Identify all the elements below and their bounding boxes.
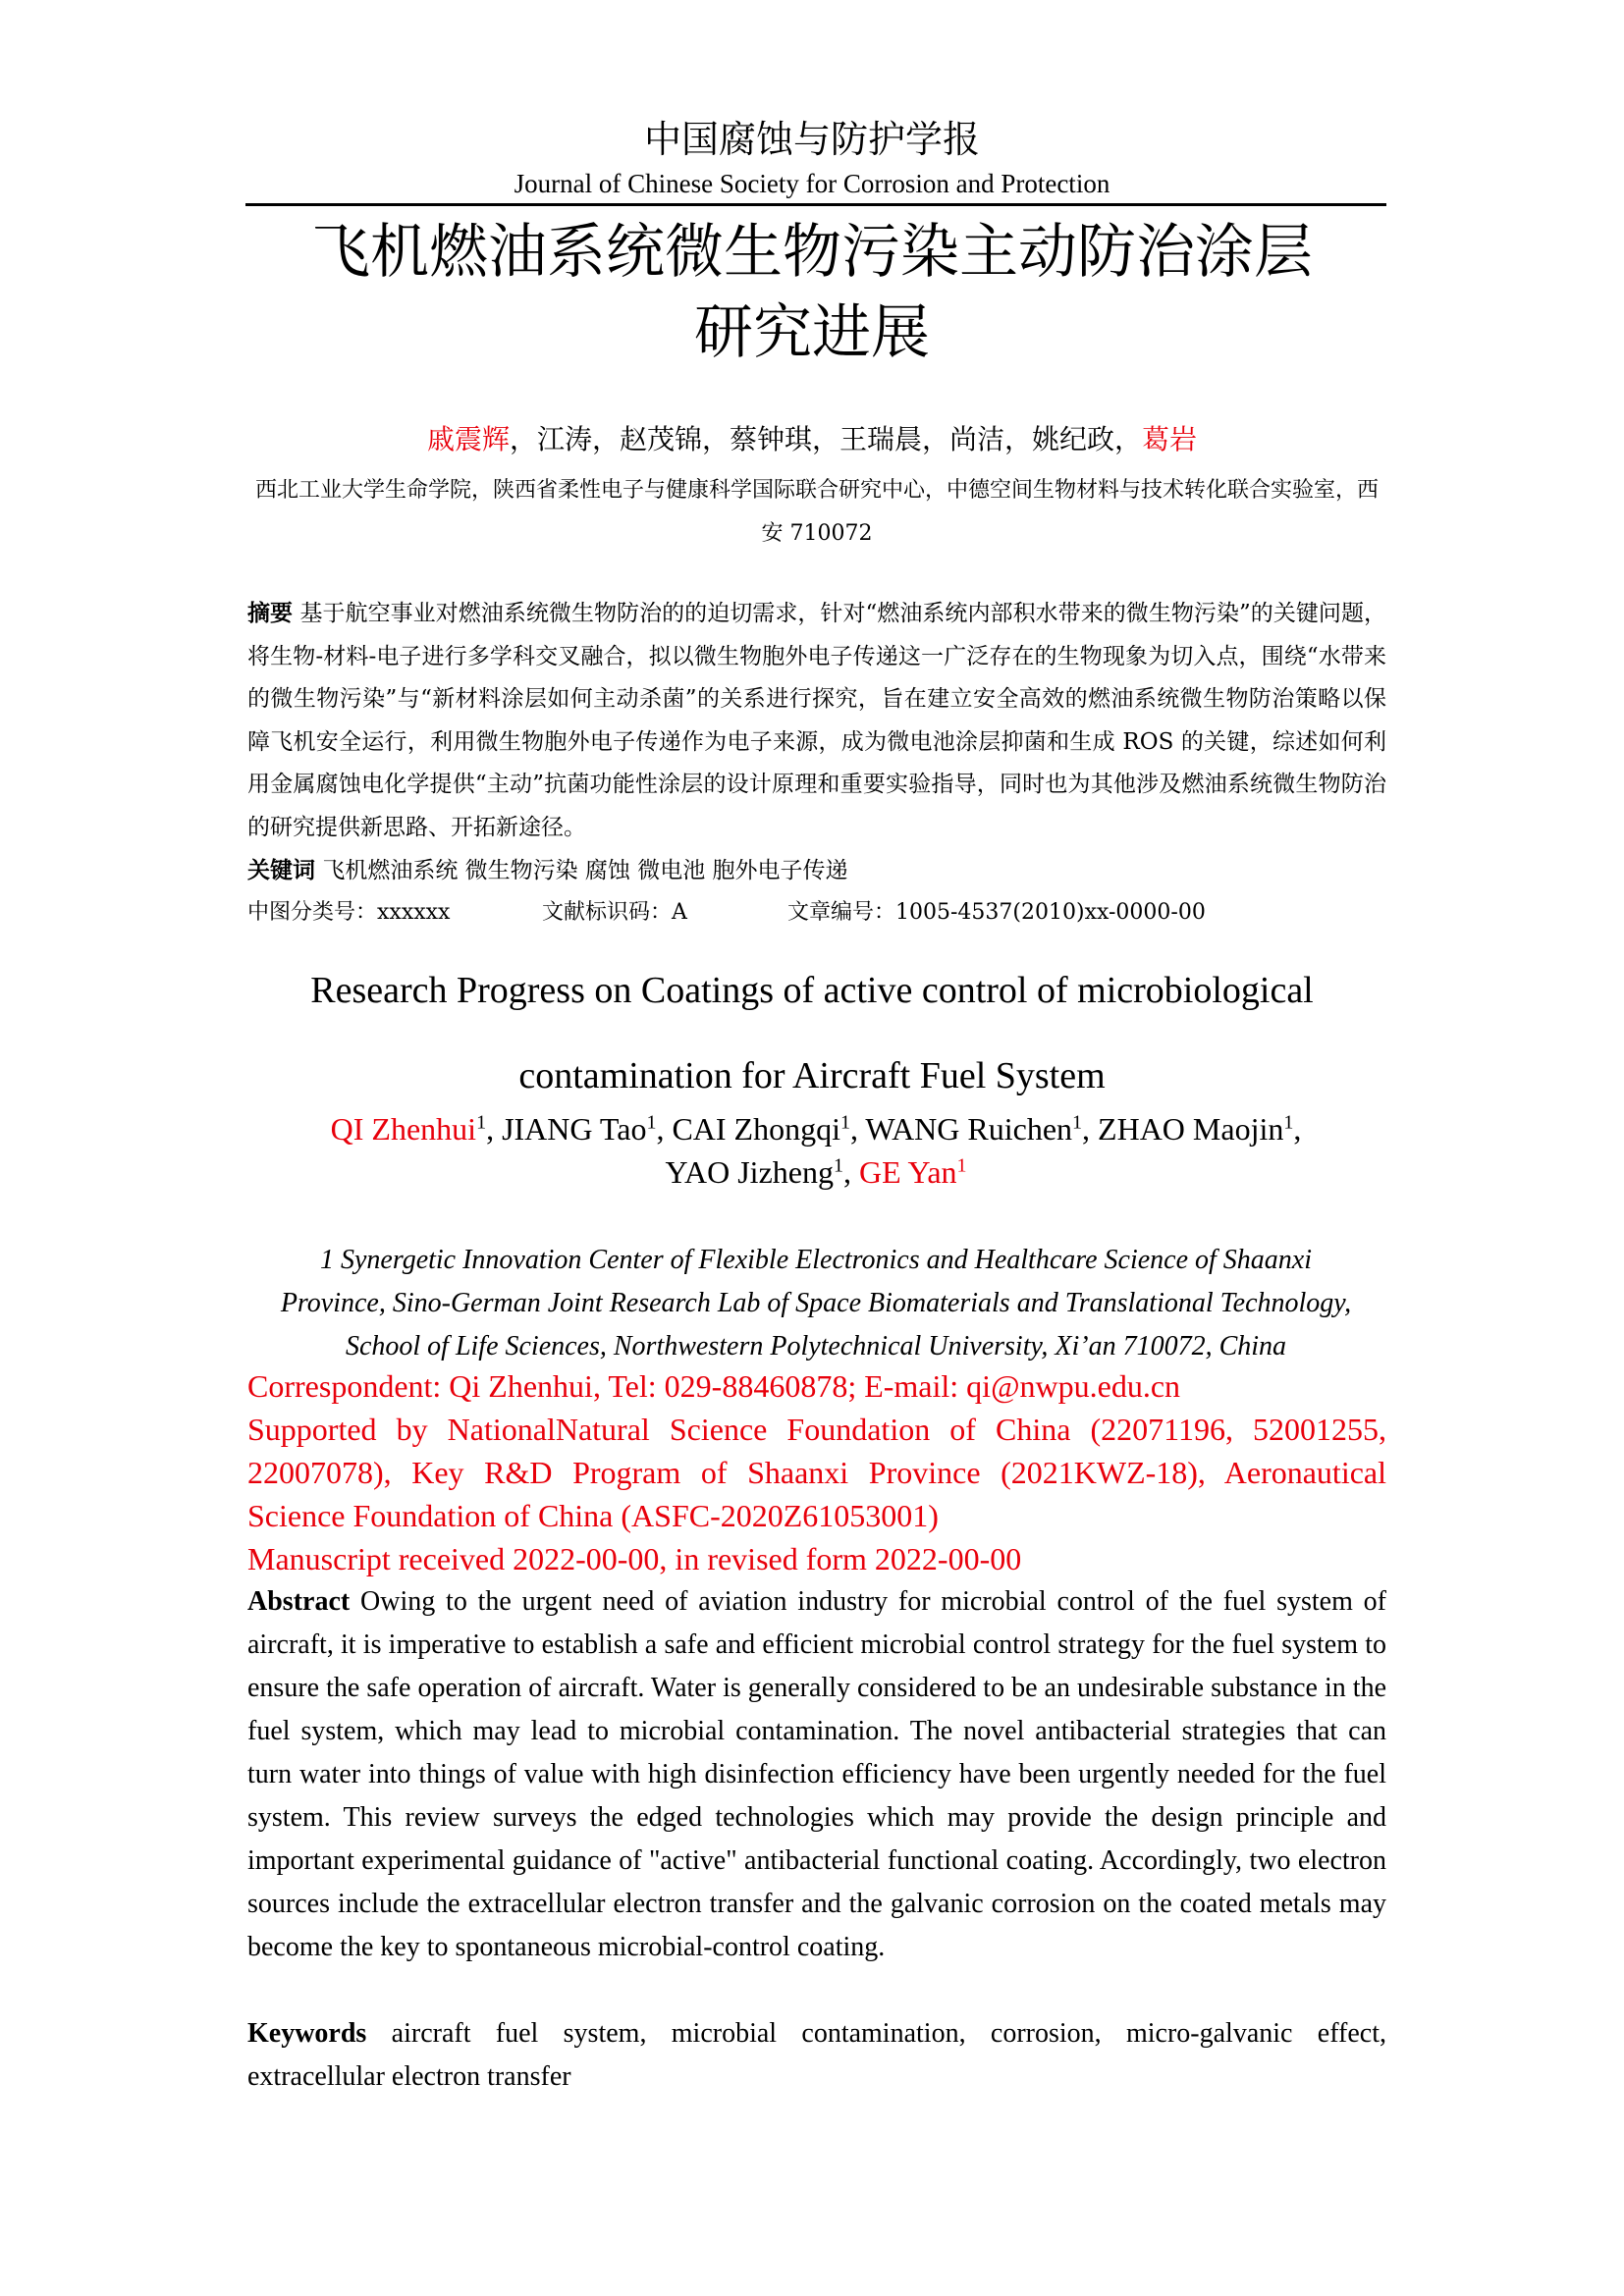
corresponding-author-en-2: GE Yan: [858, 1154, 957, 1190]
funding-statement: Supported by NationalNatural Science Foundation of China (22071196, 52001255, 22007078), Key R&D Program of Shaanxi Province (2021KWZ-18), Aeronautical Science Foundation of China (ASFC-2020Z61053001): [247, 1412, 1386, 1533]
author-separator: ,: [656, 1111, 673, 1147]
affiliation-marker: 1: [1283, 1111, 1294, 1134]
abstract-en: [247, 1580, 1386, 1969]
clc-number: 中图分类号：xxxxxx: [247, 900, 451, 925]
document-code: 文献标识码：A: [542, 900, 687, 925]
affiliation-en-line2: Province, Sino-German Joint Research Lab of Space Biomaterials and Translational Technology,: [280, 1288, 1352, 1318]
corresponding-author-cn: 戚震辉: [426, 423, 510, 455]
keywords-cn-text: 飞机燃油系统 微生物污染 腐蚀 微电池 胞外电子传递: [322, 858, 848, 883]
author-en: ZHAO Maojin: [1098, 1111, 1284, 1147]
paper-title-en-line2: contamination for Aircraft Fuel System: [518, 1055, 1106, 1096]
paper-title-cn-line1: 飞机燃油系统微生物污染主动防治涂层: [311, 218, 1313, 287]
abstract-cn: [247, 593, 1386, 849]
author-separator: ,: [842, 1154, 859, 1190]
journal-name-cn: 中国腐蚀与防护学报: [643, 118, 980, 161]
keywords-en: [247, 2012, 1386, 2099]
author-en: WANG Ruichen: [865, 1111, 1073, 1147]
paper-title-cn: [147, 212, 1477, 373]
author-en: JIANG Tao: [502, 1111, 647, 1147]
paper-title-cn-line2: 研究进展: [694, 298, 930, 367]
affiliation-marker: 1: [833, 1154, 843, 1177]
correspondent-line: Correspondent: Qi Zhenhui, Tel: 029-88460878; E-mail: qi@nwpu.edu.cn: [247, 1368, 1181, 1404]
author-separator: ，: [509, 423, 537, 455]
paper-title-en: [147, 948, 1477, 1119]
author-separator: ，: [1114, 423, 1143, 455]
affiliation-marker: 1: [956, 1154, 967, 1177]
keywords-cn-label: 关键词: [247, 858, 315, 883]
affiliation-en: [245, 1239, 1386, 1368]
journal-name-en: Journal of Chinese Society for Corrosion and Protection: [514, 169, 1110, 198]
affiliation-marker: 1: [839, 1111, 850, 1134]
abstract-cn-label: 摘要: [247, 601, 294, 626]
keywords-en-label: Keywords: [247, 2018, 367, 2049]
affiliation-cn: 西北工业大学生命学院，陕西省柔性电子与健康科学国际联合研究中心，中德空间生物材料与技术转化联合实验室，西安 710072: [254, 478, 1379, 546]
abstract-en-label: Abstract: [247, 1586, 351, 1617]
affiliation-en-line3: School of Life Sciences, Northwestern Polytechnical University, Xi’an 710072, China: [345, 1331, 1287, 1362]
author-separator: ,: [1082, 1111, 1099, 1147]
header-divider: [245, 203, 1386, 206]
keywords-en-text: aircraft fuel system, microbial contamination, corrosion, micro-galvanic effect, extracellular electron transfer: [247, 2018, 1386, 2092]
author-list-cn: [147, 420, 1477, 459]
affiliation-en-line1: 1 Synergetic Innovation Center of Flexible Electronics and Healthcare Science of Shaanxi: [319, 1245, 1313, 1275]
keywords-cn: [247, 851, 1386, 890]
author-en: YAO Jizheng: [665, 1154, 834, 1190]
affiliation-marker: 1: [476, 1111, 487, 1134]
author-separator: ,: [486, 1111, 503, 1147]
affiliation-marker: 1: [1072, 1111, 1083, 1134]
corresponding-author-cn-2: 葛岩: [1142, 423, 1198, 455]
co-authors-cn: 江涛，赵茂锦，蔡钟琪，王瑞晨，尚洁，姚纪政: [536, 423, 1114, 455]
abstract-en-text: Owing to the urgent need of aviation industry for microbial control of the fuel system of aircraft, it is imperative to establish a safe and efficient microbial control strategy for the fuel system to ensure the safe operation of aircraft. Water is generally considered to be an undesirable substance in the fuel system, which may lead to microbial contamination. The novel antibacterial strategies that can turn water into things of value with high disinfection efficiency have been urgently needed for the fuel system. This review surveys the edged technologies which may provide the design principle and important experimental guidance of "active" antibacterial functional coating. Accordingly, two electron sources include the extracellular electron transfer and the galvanic corrosion on the coated metals may become the key to spontaneous microbial-control coating.: [247, 1586, 1386, 1962]
article-number: 文章编号：1005-4537(2010)xx-0000-00: [787, 900, 1206, 925]
abstract-cn-text: 基于航空事业对燃油系统微生物防治的的迫切需求，针对“燃油系统内部积水带来的微生物污染”的关键问题，将生物-材料-电子进行多学科交叉融合，拟以微生物胞外电子传递这一广泛存在的生物现象为切入点，围绕“水带来的微生物污染”与“新材料涂层如何主动杀菌”的关系进行探究，旨在建立安全高效的燃油系统微生物防治策略以保障飞机安全运行，利用微生物胞外电子传递作为电子来源，成为微电池涂层抑菌和生成 ROS 的关键，综述如何利用金属腐蚀电化学提供“主动”抗菌功能性涂层的设计原理和重要实验指导，同时也为其他涉及燃油系统微生物防治的研究提供新思路、开拓新途径。: [247, 601, 1386, 840]
affiliation-marker: 1: [646, 1111, 657, 1134]
manuscript-dates: Manuscript received 2022-00-00, in revised form 2022-00-00: [247, 1541, 1022, 1576]
author-en: CAI Zhongqi: [672, 1111, 840, 1147]
article-notes: [247, 1364, 1386, 1580]
classification-line: [247, 893, 1386, 933]
author-list-en: QI Zhenhui$^1$, JIANG Tao$^1$, CAI Zhongqi$^1$, WANG Ruichen$^1$, ZHAO Maojin$^1$, YAO Jizheng$^1$, GE Yan$^1$: [330, 1111, 1302, 1190]
corresponding-author-en: QI Zhenhui: [330, 1111, 477, 1147]
paper-title-en-line1: Research Progress on Coatings of active control of microbiological: [310, 970, 1314, 1011]
author-separator: ,: [849, 1111, 866, 1147]
